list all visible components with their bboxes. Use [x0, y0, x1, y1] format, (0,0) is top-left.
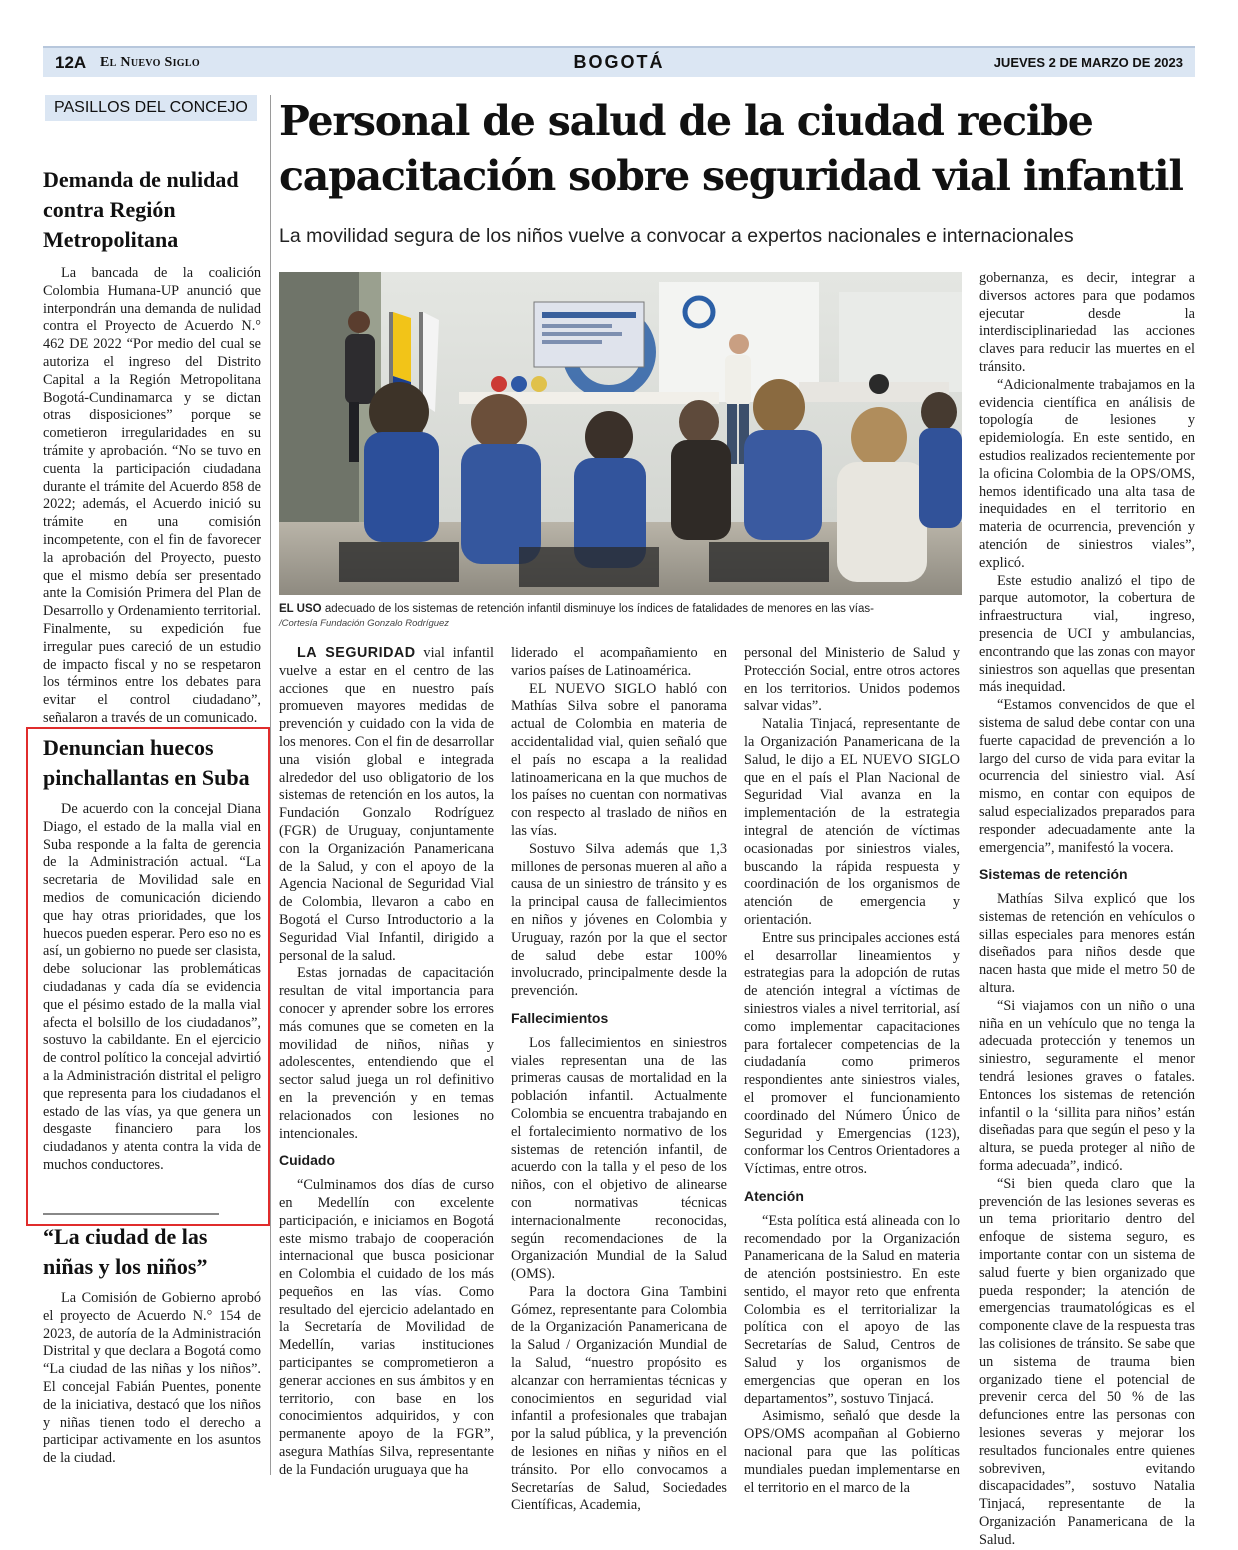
article-column-3: personal del Ministerio de Salud y Protección Social, entre otros actores en los territorios. Unidos podemos salvar vidas”. Natalia Tinjacá, representante de la Organización Panamericana de la Salud, le dijo a EL NUEVO SIGLO que en el país el Plan Nacional de Seguridad Vial avanza en la implementación de la estrategia integral de atención de víctimas ocasionadas por siniestros viales, buscando la rápida respuesta y coordinación de los organismos de atención de emergencia y orientación. Entre sus principales acciones está el desarrollar lineamientos y estrategias para la adopción de rutas de atención integral a víctimas de siniestros viales a nivel territorial, así como implementar capacitaciones para fortalecer competencias de la ciudadanía como primeros respondientes ante siniestros viales, el promover el funcionamiento coordinado del Número Único de Seguridad y Emergencias (123), conformar los Centros Orientadores a Víctimas, entre otros. Atención “Esta política está alineada con lo recomendado por la Organización Panamericana de la Salud en materia de atención postsiniestro. En este sentido, el mayor reto que enfrenta Colombia es el territorializar la política con el apoyo de las Secretarías de Salud, Centros de Salud y los organismos de emergencias que operan en los departamentos”, sostuvo Tinjacá. Asimismo, señaló que desde la OPS/OMS acompañan al Gobierno nacional para que las políticas mundiales puedan implementarse en el territorio en el marco de la: [744, 645, 960, 1496]
subhead-atencion: Atención: [744, 1187, 804, 1204]
article-column-2: liderado el acompañamiento en varios países de Latinoamérica. EL NUEVO SIGLO habló con Mathías Silva sobre el panorama actual de Colombia en materia de accidentalidad vial, quien señaló que el país no escapa a la realidad latinoamericana en la que muchos de los países no cuentan con normativas con respecto al traslado de niños en las vías. Sostuvo Silva además que 1,3 millones de personas mueren al año a causa de un siniestro de tránsito y es la principal causa de fallecimientos en niños y jóvenes en Colombia y Uruguay, razón por la que el sector de salud debe estar 100% involucrado, principalmente desde la prevención. Fallecimientos Los fallecimientos en siniestros viales representan una de las primeras causas de mortalidad en la población infantil. Actualmente Colombia se encuentra trabajando en el fortalecimiento normativo de los sistemas de retención infantil, de acuerdo con la talla y el peso de los niños, con el objetivo de alinearse con normativas técnicas internacionalmente reconocidas, según recomendaciones de la Organización Mundial de la Salud (OMS). Para la doctora Gina Tambini Gómez, representante para Colombia de la Organización Panamericana de la Salud / Organización Mundial de la Salud, “nuestro propósito es alcanzar con herramientas técnicas y conocimientos en seguridad vial infantil a profesionales que trabajan por la salud pública, y la prevención de lesiones en niñas y niños en el tránsito. Por ello convocamos a Secretarías de Salud, Sociedades Científicas, Academia,: [511, 645, 727, 1514]
article-column-4: gobernanza, es decir, integrar a diversos actores para que podamos ejecutar desde la interdisciplinariedad las acciones claves para reducir las muertes en el tránsito. “Adicionalmente trabajamos en la evidencia científica en análisis de topología de lesiones y epidemiología. En este sentido, en estudios realizados recientemente por la oficina Colombia de la OPS/OMS, hemos identificado una alta tasa de inequidades en el territorio en materia de ocurrencia, prevención y atención de siniestros viales”, explicó. Este estudio analizó el tipo de parque automotor, la cobertura de infraestructura vial, ingreso, presencia de UCI y ambulancias, encontrando que las zonas con mayor siniestros son aquellas que presentan más inequidad. “Estamos convencidos de que el sistema de salud debe contar con una fuerte capacidad de prevención a lo largo del curso de vida para evitar la ocurrencia del siniestro vial. Así mismo, en contar con equipos de salud especializados preparados para responder adecuadamente ante la emergencia”, manifestó la vocera. Sistemas de retención Mathías Silva explicó que los sistemas de retención en vehículos o sillas especiales para menores están diseñados para niños desde que nacen hasta que mide el metro 50 de altura. “Si viajamos con un niño o una niña en un vehículo que no tenga la adecuada protección y tenemos un siniestro, seguramente el menor tendrá lesiones graves o fatales. Entonces los sistemas de retención infantil o la ‘sillita para niños’ están diseñadas para que según el peso y la altura, se pueda proteger al niño de forma adecuada”, indicó. “Si bien queda claro que la prevención de las lesiones severas es un tema prioritario dentro del enfoque de sistema seguro, es importante contar con un sistema de salud fuerte y bien organizado que pueda responder; la atención de emergencias traumatológicas es el componente clave de la respuesta tras las colisiones de tránsito. Se sabe que un sistema de trauma bien organizado tiene el potencial de prevenir cerca del 50 % de las defunciones entre las personas con lesiones severas y mejorar los resultados funcionales entre quienes sobreviven, evitando discapacidades”, sostuvo Natalia Tinjacá, representante de la Organización Panamericana de la Salud.: [979, 270, 1195, 1548]
article-headline: Personal de salud de la ciudad recibe capacitación sobre seguridad vial infantil: [279, 97, 1183, 200]
subhead-cuidado: Cuidado: [279, 1152, 335, 1169]
photo-credit: /Cortesía Fundación Gonzalo Rodríguez: [279, 618, 450, 629]
divider: [43, 1213, 219, 1215]
caption-lead: EL USO: [279, 603, 322, 615]
article-column-1: LA SEGURIDAD vial infantil vuelve a estar en el centro de las acciones que en nuestro país promueven mayores medidas de prevención y cuidado con la vida de los menores. Con el fin de desarrollar una visión global e integrada alrededor del uso obligatorio de los sistemas de retención en los autos, la Fundación Gonzalo Rodríguez (FGR) de Uruguay, conjuntamente con la Organización Panamericana de la Salud, y con el apoyo de la Agencia Nacional de Seguridad Vial de Colombia, llevaron a cabo en Bogotá el Curso Introductorio a la Seguridad Vial Infantil, dirigido a personal de la salud. Estas jornadas de capacitación resultan de vital importancia para conocer y aprender sobre los errores más comunes que se cometen en la movilidad de niños, niñas y adolescentes, entendiendo que el sector salud juega un rol definitivo en la prevención y en temas relacionados con lesiones no intencionales. Cuidado “Culminamos dos días de curso en Medellín con excelente participación, e iniciamos en Bogotá este mismo trabajo de cooperación internacional que busca posicionar en Colombia el cuidado de los más pequeños en las vías. Como resultado del ejercicio adelantado en la Secretaría de Movilidad de Medellín, varias instituciones participantes se comprometieron a generar acciones en sus ámbitos y en territorio, con base en los conocimientos adquiridos, y con permanente apoyo de la FGR”, asegura Mathías Silva, representante de la Fundación uruguaya que ha: [279, 645, 494, 1478]
brief-title: Demanda de nulidad contra Región Metropolitana: [43, 167, 239, 252]
lead-in: LA SEGURIDAD: [297, 645, 416, 661]
brief-ciudad-ninos: [43, 1222, 261, 1468]
subhead-fallecimientos: Fallecimientos: [511, 1009, 609, 1026]
brief-body: La bancada de la coalición Colombia Humana-UP anunció que interpondrán una demanda de nulidad contra el Proyecto de Acuerdo N.° 462 DE 2022 “Por medio del cual se autoriza el ingreso del Distrito Capital a la Región Metropolitana Bogotá-Cundinamarca y se dictan otras disposiciones” porque se cometieron irregularidades en su trámite y aprobación. “No se tuvo en cuenta la participación ciudadana durante el trámite del Acuerdo 858 de 2022; además, el Acuerdo inició su trámite en una comisión incompetente, con el fin de favorecer la aprobación del Proyecto, puesto que el mismo debía ser presentado ante la Comisión Primera del Plan de Desarrollo y Ordenamiento territorial. Finalmente, su expedición fue irregular pues careció de un estudio de impacto fiscal y no se respetaron los términos entre los debates para evitar el control ciudadano”, señalaron a través de un comunicado.: [43, 265, 261, 726]
brief-body: La Comisión de Gobierno aprobó el proyecto de Acuerdo N.° 154 de 2023, de autoría de la Administración Distrital y que declara a Bogotá como “La ciudad de las niñas y los niños”. El concejal Fabián Puentes, ponente de la iniciativa, destacó que los niños y niñas tienen todo el derecho a participar activamente en los asuntos de la ciudad.: [43, 1290, 261, 1467]
section-title: BOGOTÁ: [573, 52, 665, 72]
brief-title: Denuncian huecos pinchallantas en Suba: [43, 735, 250, 790]
page-header: [43, 46, 1195, 77]
training-room-photo: [279, 272, 962, 595]
caption-text: adecuado de los sistemas de retención infantil disminuye los índices de fatalidades de menores en las vías-: [324, 603, 874, 615]
brief-title: “La ciudad de las niñas y los niños”: [43, 1224, 208, 1279]
page-number: 12A: [55, 53, 87, 72]
article-photo: [279, 272, 962, 595]
column-divider: [270, 95, 271, 1475]
subhead-sistemas: Sistemas de retención: [979, 866, 1128, 883]
brief-huecos: [43, 733, 261, 1175]
brief-nulidad: [43, 95, 261, 728]
issue-date: JUEVES 2 DE MARZO DE 2023: [993, 55, 1183, 70]
newspaper-name: El Nuevo Siglo: [100, 55, 200, 70]
photo-caption: [279, 602, 962, 617]
article-deck: La movilidad segura de los niños vuelve a convocar a expertos nacionales e internacionales: [279, 225, 1074, 247]
brief-body: De acuerdo con la concejal Diana Diago, el estado de la malla vial en Suba responde a la falta de gerencia de la Administración actual. “La secretaria de Movilidad sale en medios de comunicación diciendo que hay otras prioridades, que los huecos pueden esperar. Pero eso no es así, un gobierno no puede ser clasista, debe solucionar las problemáticas ciudadanas y cada día se evidencia que el pésimo estado de la malla vial afecta el bolsillo de los ciudadanos”, sostuvo la cabildante. En el ejercicio de control político la concejal advirtió a la Administración distrital el peligro que representa para los ciudadanos el estado de las vías, ya que genera un desgaste financiero para los ciudadanos y atenta contra la vida de muchos conductores.: [43, 801, 261, 1173]
column-badge: PASILLOS DEL CONCEJO: [45, 95, 257, 121]
